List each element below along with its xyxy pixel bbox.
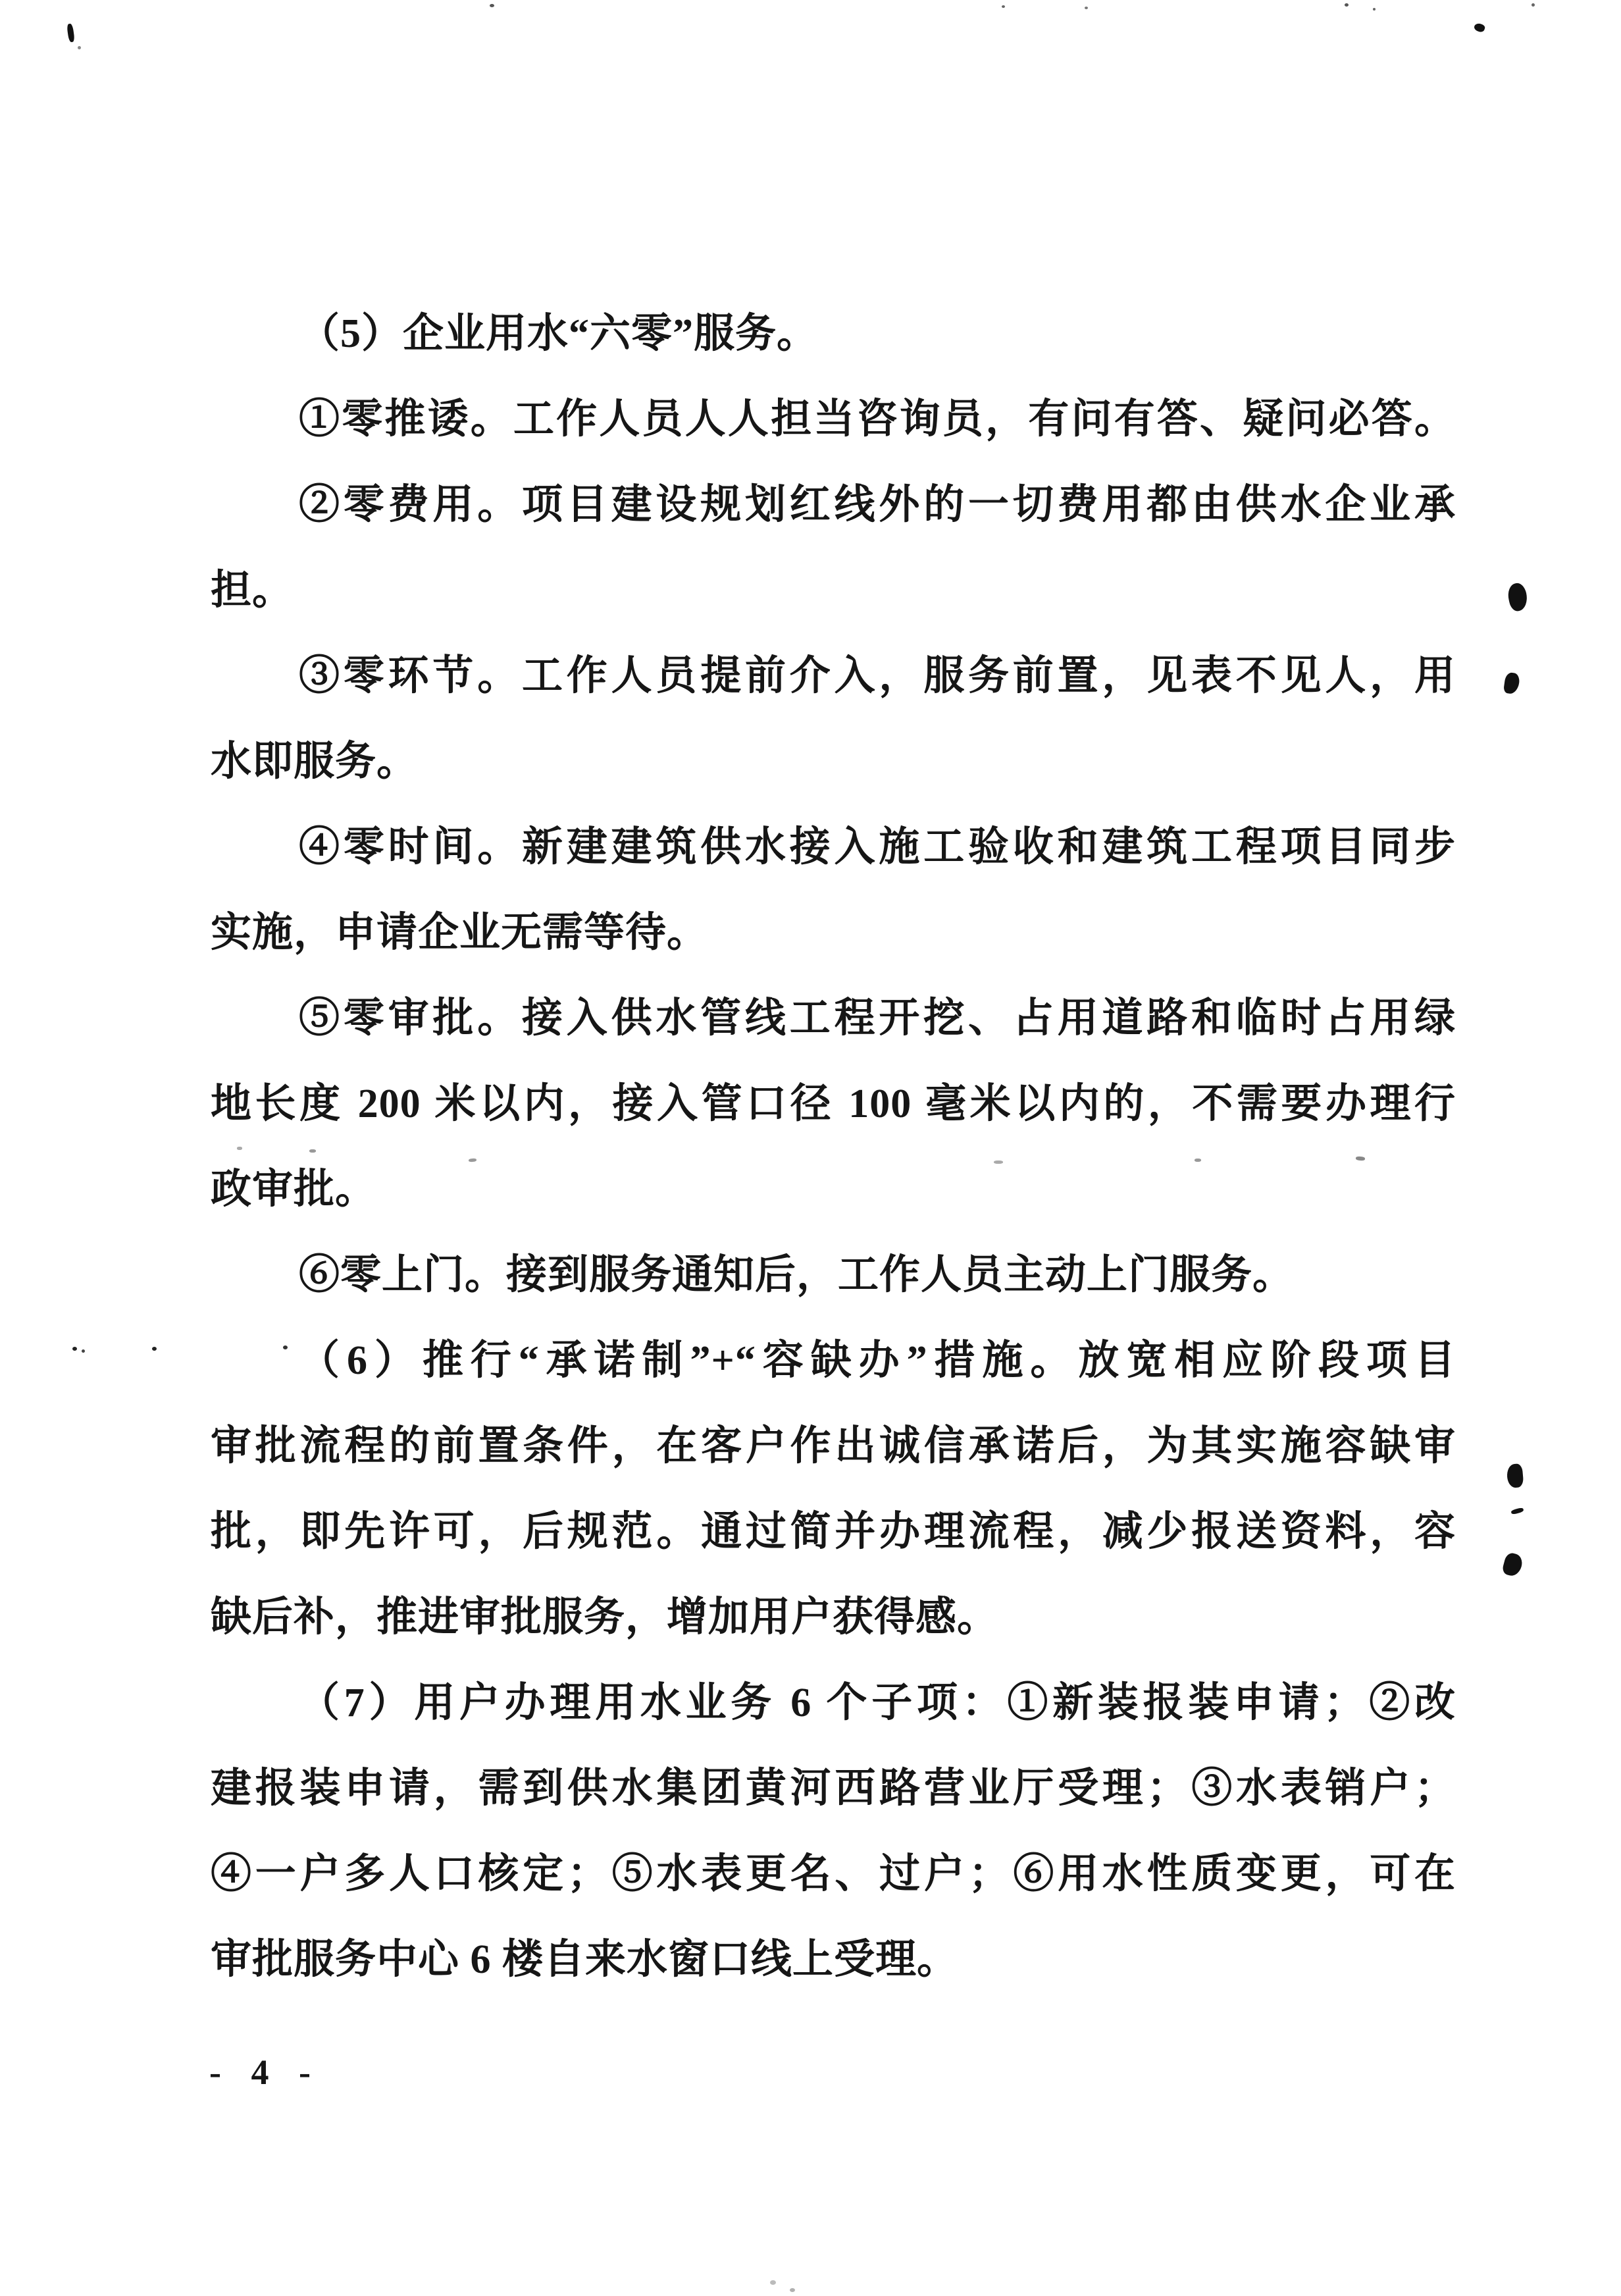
text-line: 实施，申请企业无需等待。 <box>211 910 709 955</box>
ink-speck <box>1002 5 1005 8</box>
ink-speck <box>1373 8 1376 11</box>
text-line: ①零推诿。工作人员人人担当咨询员，有问有答、疑问必答。 <box>299 397 1456 442</box>
text-line: 审批流程的前置条件，在客户作出诚信承诺后，为其实施容缺审 <box>211 1424 1456 1469</box>
ink-speck <box>490 4 494 7</box>
ink-dash <box>1510 1507 1524 1515</box>
ink-blot <box>1501 1552 1524 1578</box>
ink-blot <box>1506 1463 1524 1488</box>
ink-blot <box>1506 582 1530 613</box>
text-line: 政审批。 <box>211 1167 377 1212</box>
text-line: ③零环节。工作人员提前介入，服务前置，见表不见人，用 <box>299 654 1456 698</box>
ink-speck <box>770 2280 776 2285</box>
ink-speck <box>790 2288 795 2292</box>
ink-blot <box>1473 22 1485 34</box>
ink-speck <box>1085 7 1088 9</box>
ink-speck <box>1531 3 1535 7</box>
ink-blot <box>1503 672 1520 695</box>
ink-speck <box>152 1347 157 1351</box>
text-line: ②零费用。项目建设规划红线外的一切费用都由供水企业承 <box>299 483 1456 527</box>
ink-speck <box>1345 3 1349 7</box>
text-line: ⑤零审批。接入供水管线工程开挖、占用道路和临时占用绿 <box>299 996 1456 1041</box>
ink-speck <box>82 1349 85 1353</box>
text-line: ④一户多人口核定；⑤水表更名、过户；⑥用水性质变更，可在 <box>211 1852 1456 1896</box>
text-line: （6）推行“承诺制”+“容缺办”措施。放宽相应阶段项目 <box>299 1338 1456 1383</box>
text-line: （7）用户办理用水业务 6 个子项：①新装报装申请；②改 <box>299 1681 1456 1725</box>
text-line: ⑥零上门。接到服务通知后，工作人员主动上门服务。 <box>299 1253 1295 1297</box>
ink-tick <box>66 24 75 43</box>
text-line: 水即服务。 <box>211 739 419 784</box>
text-line: 审批服务中心 6 楼自来水窗口线上受理。 <box>211 1937 959 1982</box>
ink-speck <box>78 46 81 49</box>
ink-speck <box>72 1347 77 1351</box>
text-line: 担。 <box>211 568 294 613</box>
text-line: ④零时间。新建建筑供水接入施工验收和建筑工程项目同步 <box>299 825 1456 870</box>
document-body <box>211 291 1456 2002</box>
text-line: 缺后补，推进审批服务，增加用户获得感。 <box>211 1595 999 1640</box>
text-line: 批，即先许可，后规范。通过简并办理流程，减少报送资料，容 <box>211 1509 1456 1554</box>
text-line: 地长度 200 米以内，接入管口径 100 毫米以内的，不需要办理行 <box>211 1082 1456 1126</box>
text-line: 建报装申请，需到供水集团黄河西路营业厅受理；③水表销户； <box>211 1766 1456 1811</box>
page-number: - 4 - <box>209 2052 316 2092</box>
text-line: （5）企业用水“六零”服务。 <box>299 311 819 356</box>
